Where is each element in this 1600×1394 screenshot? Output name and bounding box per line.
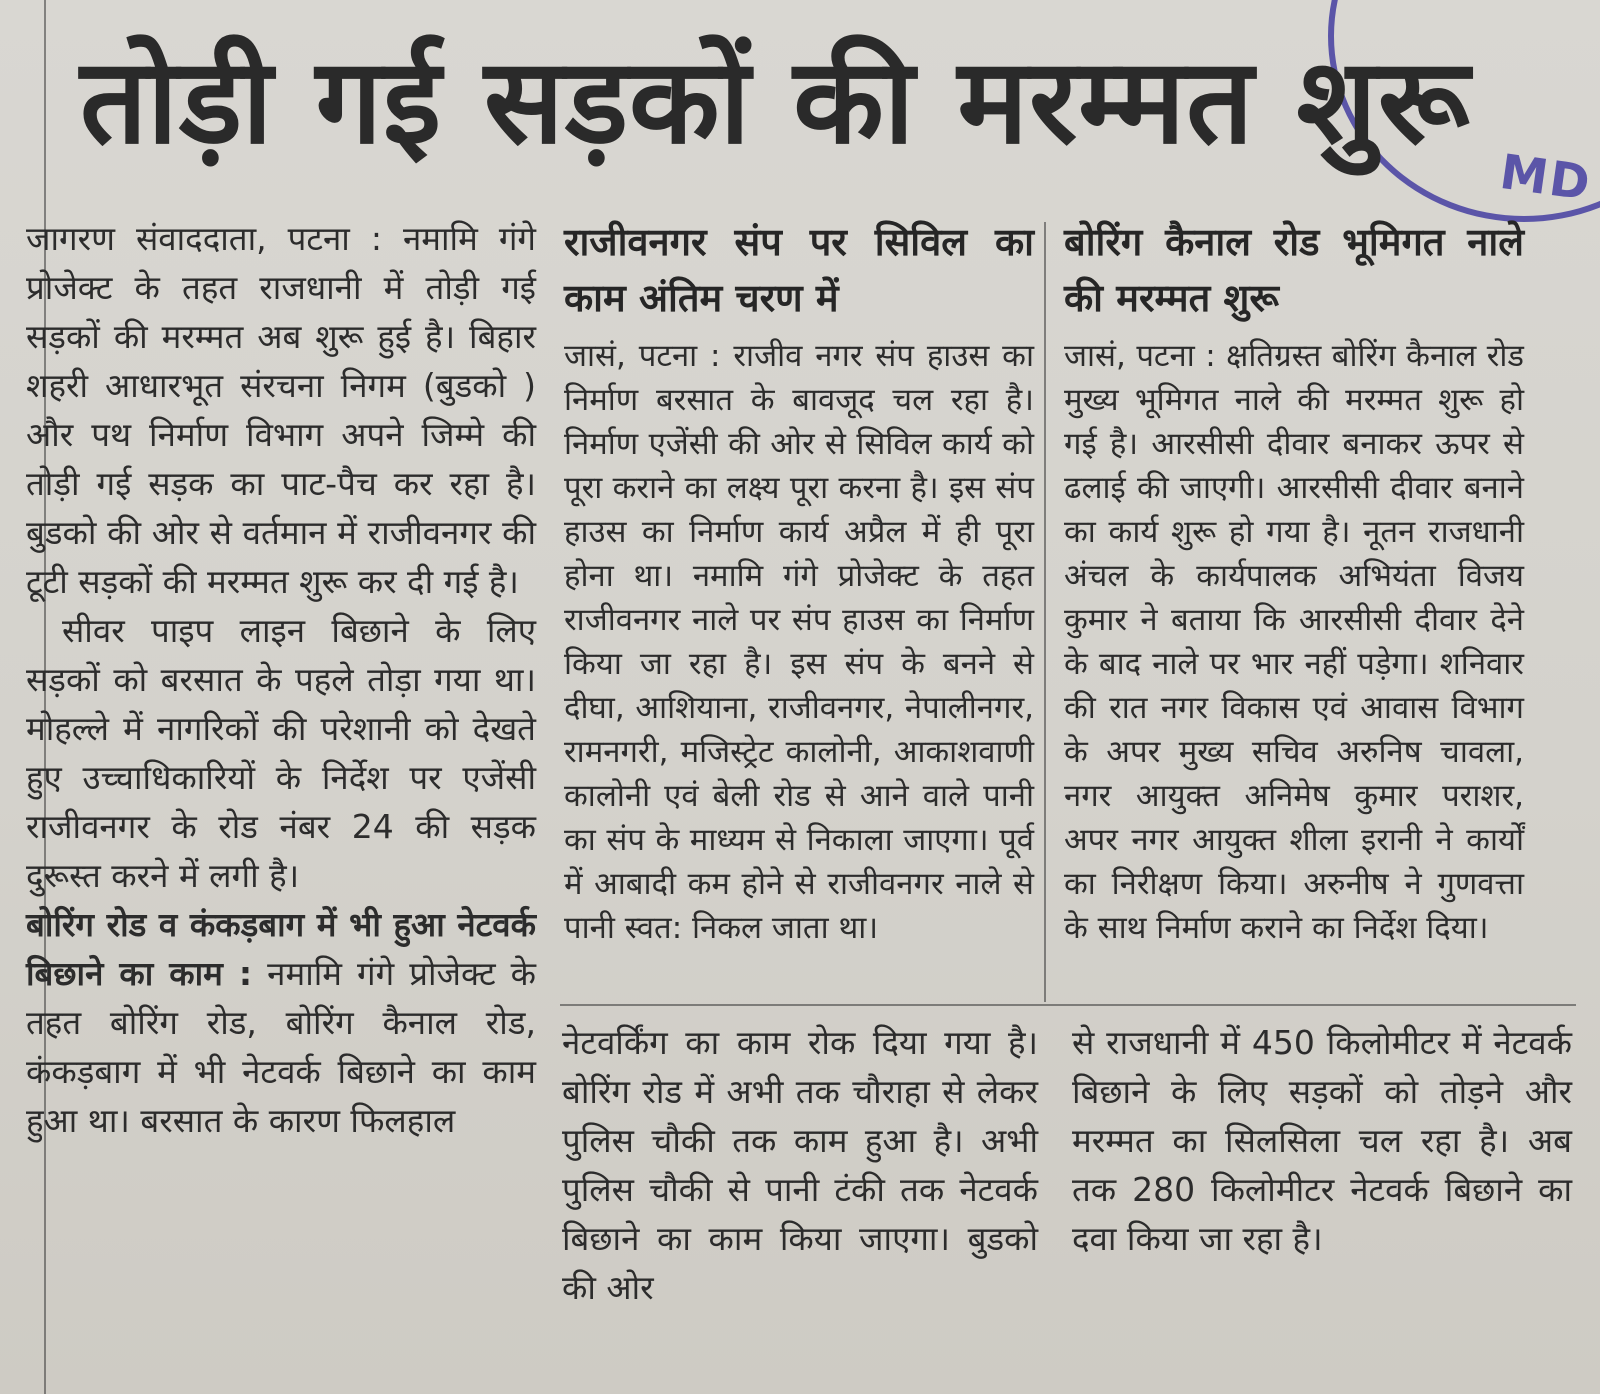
story2-column [564, 214, 1034, 950]
main-story-para3-end: से राजधानी में 450 किलोमीटर में नेटवर्क बिछाने के लिए सड़कों को तोड़ने और मरम्मत का सिलसिला चल रहा है। अब तक 280 किलोमीटर नेटवर्क बिछाने का दवा किया जा रहा है। [1072, 1023, 1572, 1258]
column-divider [1044, 222, 1046, 1002]
story2-title: राजीवनगर संप पर सिविल का काम अंतिम चरण में [564, 220, 1034, 320]
section-divider [560, 1004, 1576, 1006]
main-story-para2: सीवर पाइप लाइन बिछाने के लिए सड़कों को बरसात के पहले तोड़ा गया था। मोहल्ले में नागरिकों की परेशानी को देखते हुए उच्चाधिकारियों के निर्देश पर एजेंसी राजीवनगर के रोड नंबर 24 की सड़क दुरूस्त करने में लगी है। [26, 611, 536, 895]
main-story-para3 [26, 900, 536, 1145]
main-story-subhead: बोरिंग रोड व कंकड़बाग में भी हुआ नेटवर्क बिछाने का काम : [26, 905, 536, 993]
story3-column [1064, 214, 1524, 950]
main-story-column [26, 214, 536, 1145]
main-story-para1: जागरण संवाददाता, पटना : नमामि गंगे प्रोजेक्ट के तहत राजधानी में तोड़ी गई सड़कों की मरम्मत अब शुरू हुई है। बिहार शहरी आधारभूत संरचना निगम (बुडको ) और पथ निर्माण विभाग अपने जिम्मे की तोड़ी गई सड़क का पाट-पैच कर रहा है। बुडको की ओर से वर्तमान में राजीवनगर की टूटी सड़कों की मरम्मत शुरू कर दी गई है। [26, 219, 536, 601]
story2-body: जासं, पटना : राजीव नगर संप हाउस का निर्माण बरसात के बावजूद चल रहा है। निर्माण एजेंसी की ओर से सिविल कार्य को पूरा कराने का लक्ष्य पूरा करना है। इस संप हाउस का निर्माण कार्य अप्रैल में ही पूरा होना था। नमामि गंगे प्रोजेक्ट के तहत राजीवनगर नाले पर संप हाउस का निर्माण किया जा रहा है। इस संप के बनने से दीघा, आशियाना, राजीवनगर, नेपालीनगर, रामनगरी, मजिस्ट्रेट कालोनी, आकाशवाणी कालोनी एवं बेली रोड से आने वाले पानी का संप के माध्यम से निकाला जाएगा। पूर्व में आबादी कम होने से राजीवनगर नाले से पानी स्वत: निकल जाता था। [564, 338, 1034, 946]
main-story-para3-text: नमामि गंगे प्रोजेक्ट के तहत बोरिंग रोड, बोरिंग कैनाल रोड, कंकड़बाग में भी नेटवर्क बिछाने का काम हुआ था। बरसात के कारण फिलहाल [26, 954, 536, 1140]
main-story-para3-cont: नेटवर्किंग का काम रोक दिया गया है। बोरिंग रोड में अभी तक चौराहा से लेकर पुलिस चौकी तक काम हुआ है। अभी पुलिस चौकी से पानी टंकी तक नेटवर्क बिछाने का काम किया जाएगा। बुडको की ओर [562, 1023, 1038, 1307]
main-story-continuation [562, 1018, 1038, 1312]
main-story-end [1072, 1018, 1572, 1263]
ink-stamp-text: MD [1496, 143, 1596, 213]
headline: तोड़ी गई सड़कों की मरम्मत शुरू [80, 32, 1471, 170]
story3-body: जासं, पटना : क्षतिग्रस्त बोरिंग कैनाल रोड मुख्य भूमिगत नाले की मरम्मत शुरू हो गई है। आरसीसी दीवार बनाकर ऊपर से ढलाई की जाएगी। आरसीसी दीवार बनाने का कार्य शुरू हो गया है। नूतन राजधानी अंचल के कार्यपालक अभियंता विजय कुमार ने बताया कि आरसीसी दीवार देने के बाद नाले पर भार नहीं पड़ेगा। शनिवार की रात नगर विकास एवं आवास विभाग के अपर मुख्य सचिव अरुनिष चावला, नगर आयुक्त अनिमेष कुमार पराशर, अपर नगर आयुक्त शीला इरानी ने कार्यों का निरीक्षण किया। अरुनीष ने गुणवत्ता के साथ निर्माण कराने का निर्देश दिया। [1064, 338, 1524, 946]
story3-title: बोरिंग कैनाल रोड भूमिगत नाले की मरम्मत शुरू [1064, 220, 1524, 320]
